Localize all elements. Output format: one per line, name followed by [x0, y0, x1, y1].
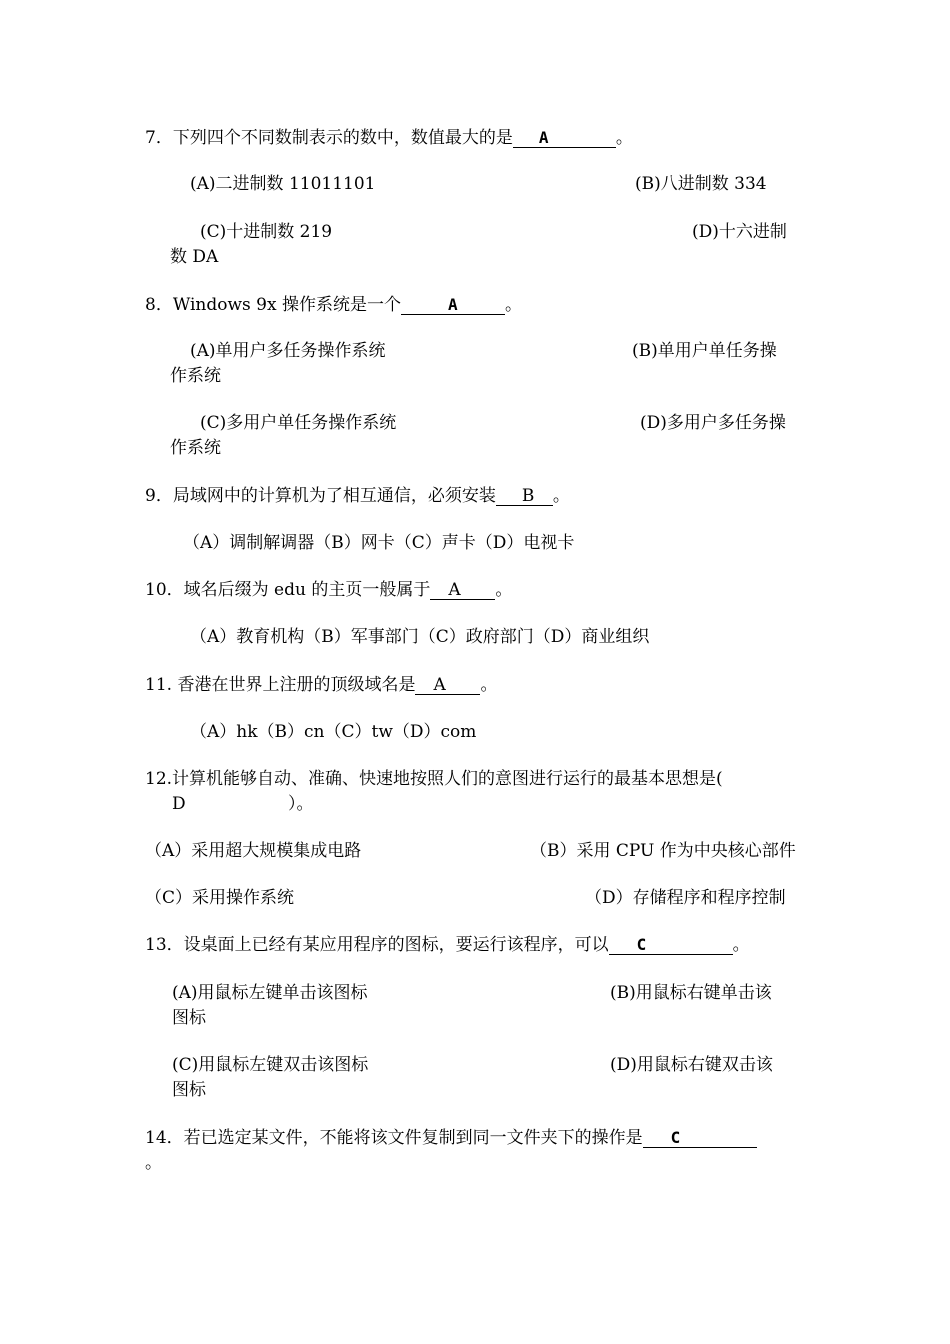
- option-b: (B)单用户单任务操: [632, 341, 777, 361]
- question-9: 9．局域网中的计算机为了相互通信，必须安装 B 。: [145, 486, 570, 506]
- question-7: 7．下列四个不同数制表示的数中，数值最大的是 A 。: [145, 128, 633, 148]
- option-c: (C)用鼠标左键双击该图标: [172, 1055, 369, 1075]
- question-end: 。: [145, 1153, 162, 1173]
- option-c: （C）采用操作系统: [145, 888, 295, 908]
- question-8: 8．Windows 9x 操作系统是一个 A 。: [145, 295, 522, 315]
- option-d-wrap: 图标: [172, 1080, 206, 1100]
- option-b-wrap: 作系统: [170, 366, 221, 386]
- option-d: (D)用鼠标右键双击该: [610, 1055, 773, 1075]
- option-c: (C)十进制数 219: [200, 222, 333, 242]
- question-stem: 7．下列四个不同数制表示的数中，数值最大的是: [145, 128, 513, 148]
- answer: A: [433, 675, 446, 695]
- option-d-wrap: 作系统: [170, 438, 221, 458]
- question-stem: 10．域名后缀为 edu 的主页一般属于: [145, 580, 431, 600]
- option-a: （A）采用超大规模集成电路: [145, 841, 362, 861]
- answer: D: [172, 794, 186, 814]
- options: （A）hk（B）cn（C）tw（D）com: [190, 722, 477, 742]
- question-10: 10．域名后缀为 edu 的主页一般属于 A 。: [145, 580, 513, 600]
- question-stem: 8．Windows 9x 操作系统是一个: [145, 295, 401, 315]
- options: （A）教育机构（B）军事部门（C）政府部门（D）商业组织: [190, 627, 650, 647]
- option-a: (A)单用户多任务操作系统: [190, 341, 386, 361]
- question-13: 13．设桌面上已经有某应用程序的图标，要运行该程序，可以 C 。: [145, 935, 750, 955]
- question-14: [145, 1128, 757, 1148]
- question-end: ）。: [288, 794, 314, 814]
- option-b: (B)用鼠标右键单击该: [610, 983, 772, 1003]
- question-stem: 14．若已选定某文件，不能将该文件复制到同一文件夹下的操作是: [145, 1128, 643, 1148]
- option-b-wrap: 图标: [172, 1008, 206, 1028]
- option-b: （B）采用 CPU 作为中央核心部件: [530, 841, 796, 861]
- options: （A）调制解调器（B）网卡（C）声卡（D）电视卡: [183, 533, 575, 553]
- option-a: (A)用鼠标左键单击该图标: [172, 983, 368, 1003]
- option-d: （D）存储程序和程序控制: [585, 888, 786, 908]
- question-11: 11. 香港在世界上注册的顶级域名是 A 。: [145, 675, 498, 695]
- answer: B: [521, 486, 535, 506]
- option-d: (D)十六进制: [692, 222, 787, 242]
- option-b: (B)八进制数 334: [635, 174, 767, 194]
- question-12: 12.计算机能够自动、准确、快速地按照人们的意图进行运行的最基本思想是(: [145, 769, 723, 789]
- answer: A: [448, 580, 461, 600]
- question-stem: 9．局域网中的计算机为了相互通信，必须安装: [145, 486, 496, 506]
- option-a: (A)二进制数 11011101: [190, 174, 376, 194]
- option-d: (D)多用户多任务操: [640, 413, 786, 433]
- question-stem: 11. 香港在世界上注册的顶级域名是: [145, 675, 416, 695]
- answer: A: [538, 128, 549, 147]
- answer: C: [670, 1128, 681, 1147]
- option-c: (C)多用户单任务操作系统: [200, 413, 397, 433]
- answer: C: [636, 935, 647, 954]
- option-d-wrap: 数 DA: [170, 247, 219, 267]
- question-stem: 13．设桌面上已经有某应用程序的图标，要运行该程序，可以: [145, 935, 609, 955]
- answer: A: [447, 295, 458, 314]
